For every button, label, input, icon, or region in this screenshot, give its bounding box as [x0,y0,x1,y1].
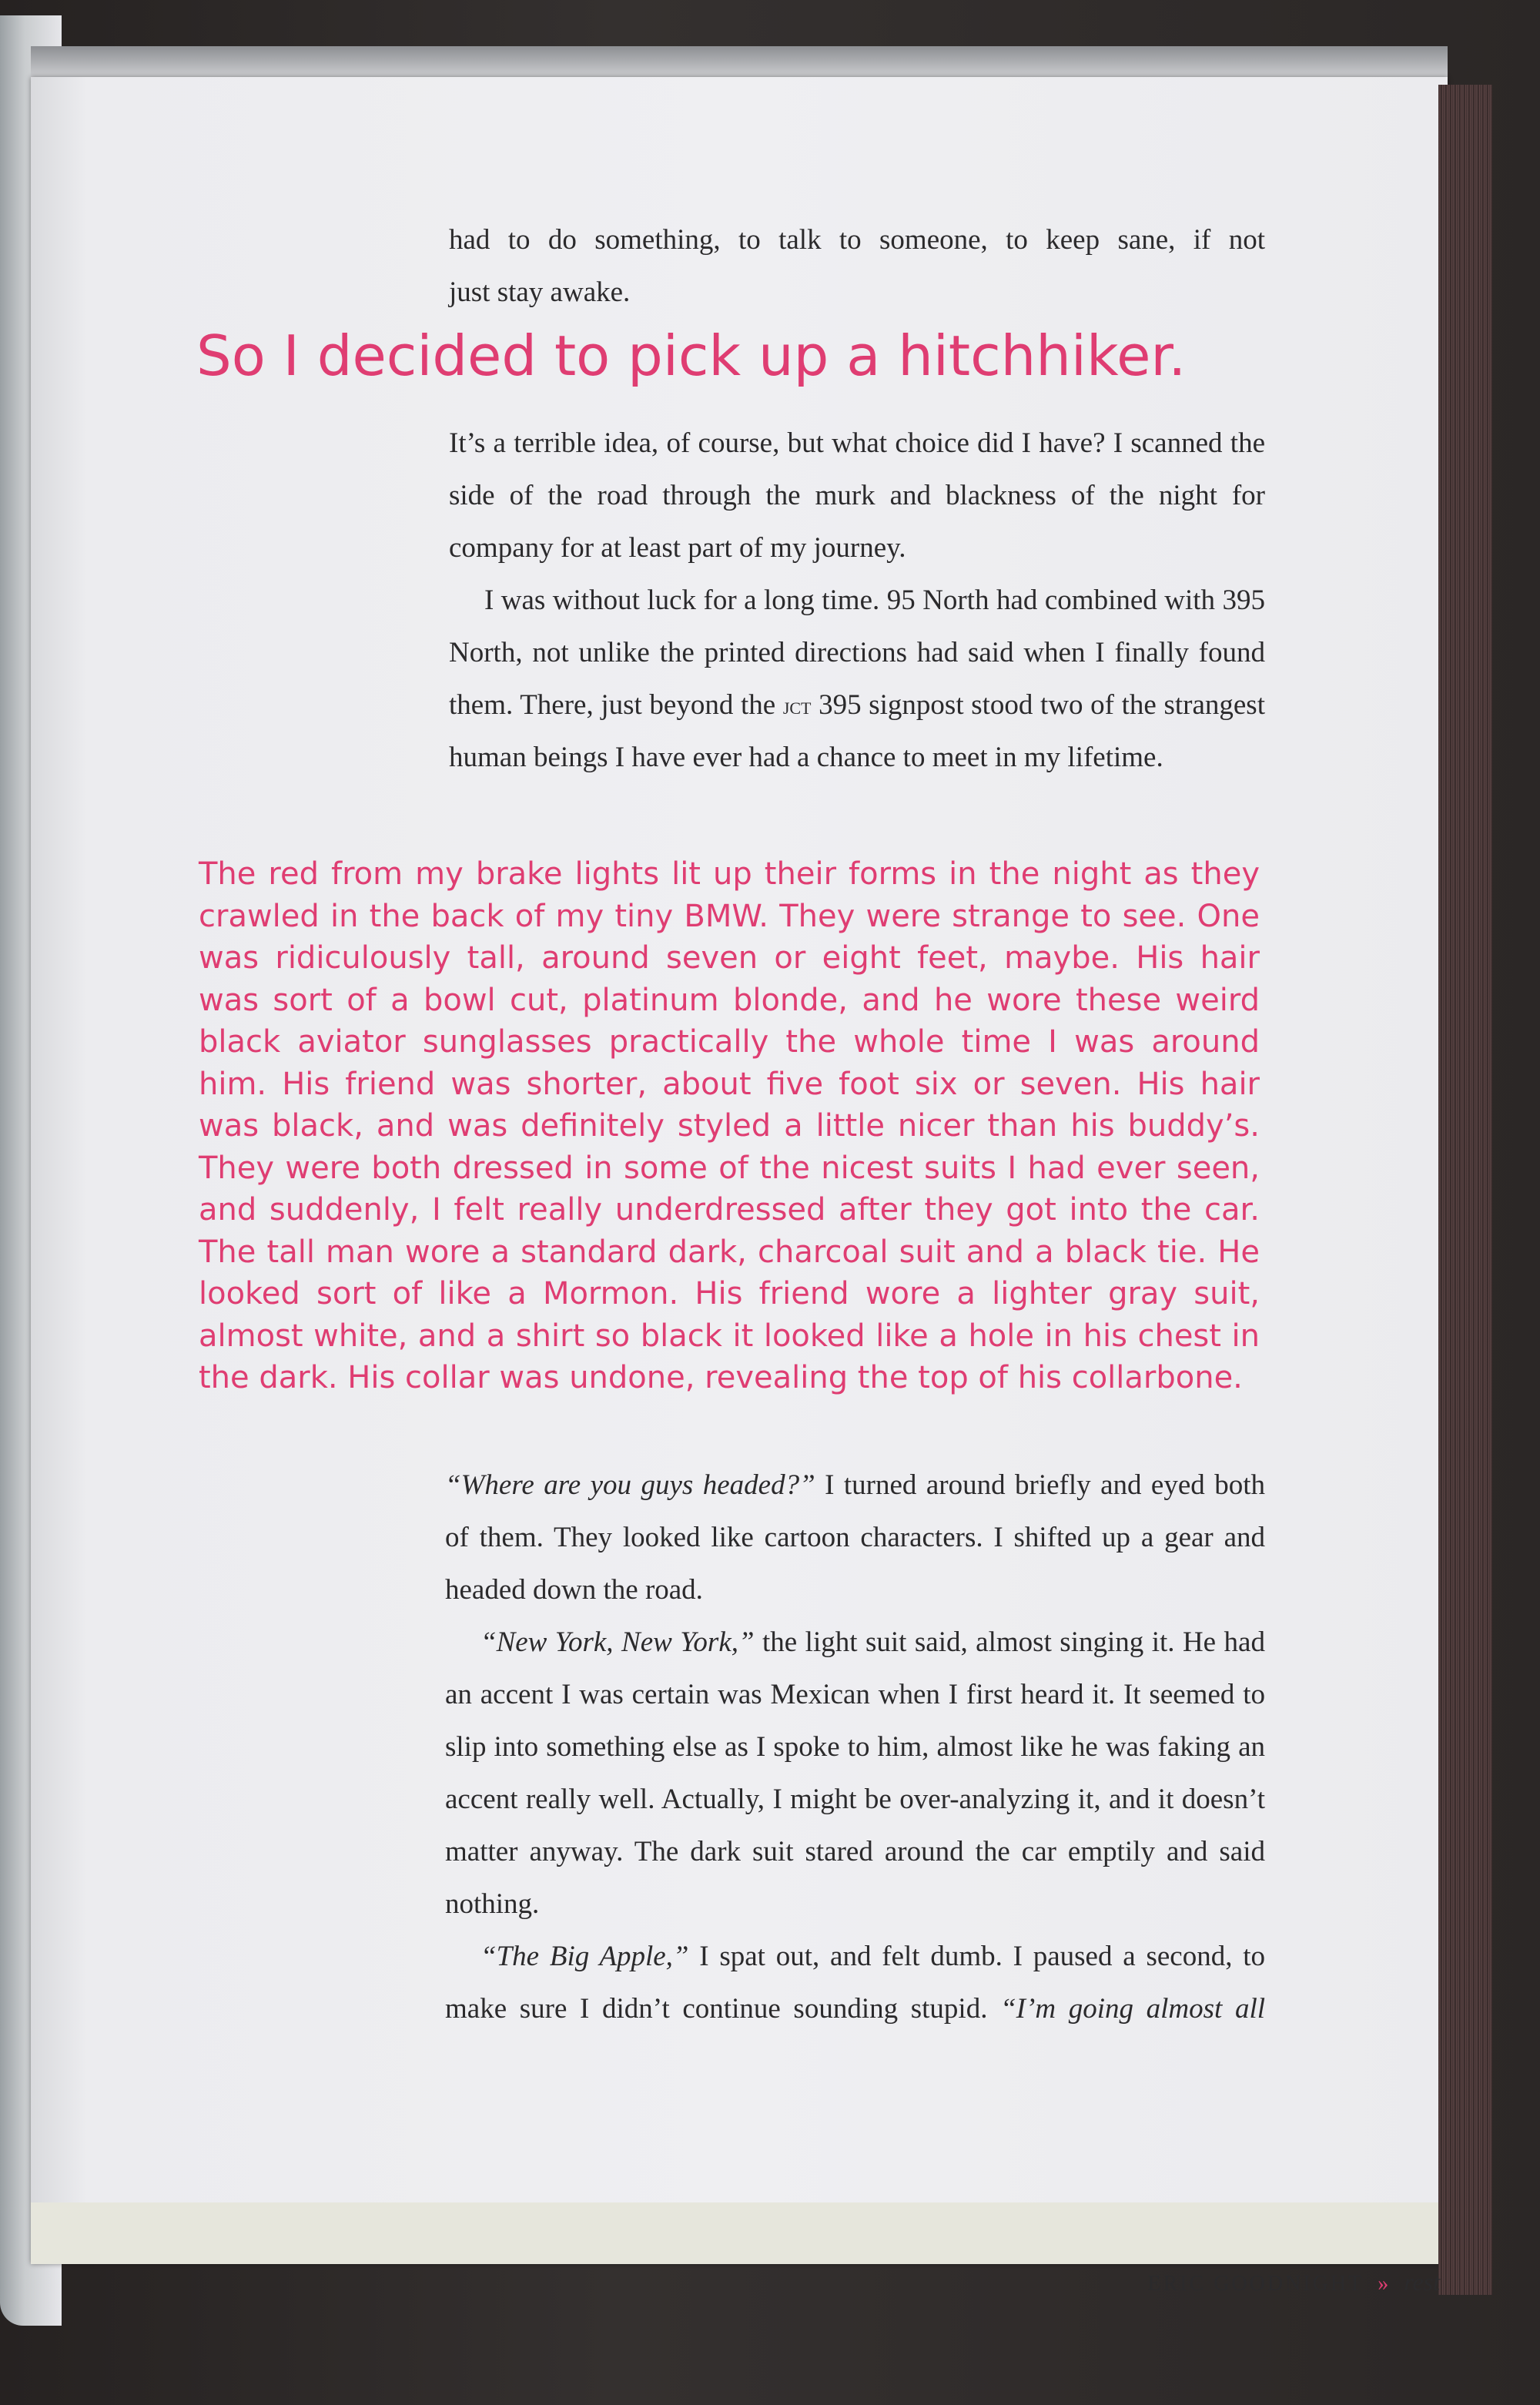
paragraph-5-dialogue-end: “I’m going almost all [1000,1993,1265,2025]
body-column-1 [449,417,1265,784]
paragraph-5-dialogue: “The Big Apple,” [480,1941,689,1972]
paragraph-2-text-a: I was without luck for a long time. 95 North had combined with 395 North, not unlike the printed directions had said when I finally found them. There, just beyond the [449,585,1265,721]
pink-pull-paragraph: The red from my brake lights lit up their forms in the night as they crawled in the back of my tiny BMW. They were strange to see. One was ridiculously tall, around seven or eight feet, maybe. His hair was sort of a bowl cut, platinum blonde, and he wore these weird black aviator sunglasses practically the whole time I was around him. His friend was shorter, about five foot six or seven. His hair was black, and was definitely styled a little nicer than his buddy’s. They were both dressed in some of the nicest suits I had ever seen, and suddenly, I felt really underdressed after they got into the car. The tall man wore a standard dark, charcoal suit and a black tie. He looked sort of like a Mormon. His friend wore a lighter gray suit, almost white, and a shirt so black it looked like a hole in his chest in the dark. His collar was undone, revealing the top of his collarbone. [199,856,1260,1395]
top-paragraph-line-2: just stay awake. [449,276,631,308]
footer-author: ERIC GOODNIGHT [1147,2272,1364,2296]
paragraph-2-text-b: 395 signpost stood two of the strangest human beings I have ever had a chance to meet in my lifetime. [449,689,1265,773]
page-bottom-band [31,2202,1448,2264]
pull-quote-heading: So I decided to pick up a hitchhiker. [196,323,1187,388]
running-footer [1055,2268,1440,2296]
body-column-2 [445,1459,1265,2035]
paragraph-2 [449,574,1265,784]
footer-separator: » [1378,2272,1391,2296]
top-paragraph-line-1: had to do something, to talk to someone, to keep sane, if not [449,224,1265,256]
page-stack-edge [1438,85,1492,2295]
top-paragraph [449,214,1265,319]
paragraph-4-dialogue: “New York, New York,” [480,1626,755,1658]
paragraph-4 [445,1616,1265,1931]
paragraph-5-text: I spat out, and felt dumb. I paused a second, to make sure I didn’t continue sounding stupid. [445,1941,1266,2025]
footer-title: rest [1404,2268,1440,2296]
paragraph-3-text: I turned around briefly and eyed both of them. They looked like cartoon characters. I shifted up a gear and headed down the road. [445,1469,1265,1606]
paragraph-2-smallcaps: jct [782,692,812,719]
paragraph-3 [445,1459,1265,1616]
paragraph-4-text: the light suit said, almost singing it. He had an accent I was certain was Mexican when I first heard it. It seemed to slip into something else as I spoke to him, almost like he was faking an accent really well. Actually, I might be over-analyzing it, and it doesn’t matter anyway. The dark suit stared around the car emptily and said nothing. [445,1626,1265,1920]
paragraph-5 [445,1931,1265,2035]
paragraph-1: It’s a terrible idea, of course, but what choice did I have? I scanned the side of the road through the murk and blackness of the night for company for at least part of my journey. [449,427,1265,564]
paragraph-3-dialogue: “Where are you guys headed?” [445,1469,815,1501]
